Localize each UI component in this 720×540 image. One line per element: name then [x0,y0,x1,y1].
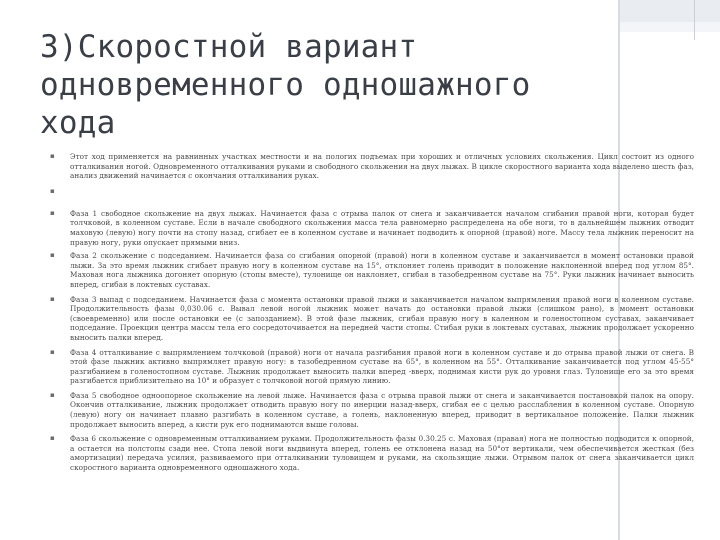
bullet-marker-icon: ▪ [50,208,55,217]
slide-title-line-2: одновременного одношажного [40,67,531,103]
bullet-intro [48,152,694,181]
slide-title-line-1: 3)Скоростной вариант [40,29,418,65]
bullet-marker-icon: ▪ [50,434,55,443]
bullet-text: Фаза 2 скольжение с подседанием. Начинается фаза со сгибания опорной (правой) ноги в коленном суставе и заканчивается в момент остановки правой лыжи. За это время лыжник сгибает правую ногу в коленном суставе на 15°, отклоняет голень приводит в положение наклоненной вперед под углом 85°. Маховая нога лыжника догоняет опорную (стопы вместе), тулонище он наклоняет, сгибая в тазобедренном суставе на 75°. Руки лыжник начинает выносить вперед, сгибая в локтевых суставах. [70,251,694,289]
bullet-text: Фаза 1 свободное скольжение на двух лыжах. Начинается фаза с отрыва палок от снега и заканчивается началом сгибания правой ноги, которая будет толчковой, в коленном суставе. Если в начале свободного скольжения масса тела равномерно распределена на обе ноги, то в дальнейшем лыжник отводит маховую (левую) ногу почти на стопу назад, сгибает ее в коленном суставе и начинает подводить к опорной (правой) ноге. Массу тела лыжник переносит на правую ногу, руки опускает прямыми вниз. [70,208,694,247]
bullet-marker-icon: ▪ [50,152,55,160]
decoration-line-right [694,0,695,40]
bullet-phase-1 [48,209,694,247]
slide-title-line-3: хода [40,105,116,141]
bullet-text: Фаза 5 свободное одноопорное скольжение на левой лыже. Начинается фаза с отрыва правой лыжи от снега и заканчивается постановкой палок на опору. Окончив отталкивание, лыжник продолжает отводить правую ногу по инерции назад-вверх, сгибая ее с целью расслабления в коленном суставе. Опорную (левую) ногу он начинает плавно разгибать в коленном суставе, а голень, наклоненную вперед, приводит в вертикальное положение. Палки лыжник продолжает выносить вперед, а кисти рук его поднимаются выше головы. [70,390,694,429]
bullet-text: Фаза 3 выпад с подседанием. Начинается фаза с момента остановки правой лыжи и заканчивается началом выпрямления правой ноги в коленном суставе. Продолжительность фазы 0,030.06 с. Вывал левой ногой лыжник может начать до остановки правой лыжи (слишком рано), в момент остановки (своевременно) или после остановки ее (с запозданием). В этой фазе лыжник, сгибая правую ногу в каленном и голеностопном суставах, заканчивает подседание. Проекция центра массы тела его сосредоточивается на передней части стопы. Стибая руки в локтевых суставах, лыжник продолжает ускоренно выносить палки вперед. [70,294,694,342]
bullet-phase-4 [48,348,694,386]
bullet-phase-6 [48,434,694,472]
bullet-marker-icon: ▪ [50,390,55,399]
slide-title [40,28,640,142]
bullet-marker-icon: ▪ [50,186,55,195]
bullet-list [48,152,694,473]
bullet-text: Этот ход применяется на равнинных участках местности и на пологих подъемах при хороших и отличных условиях скольжения. Цикл состоит из одного отталкивания ногой. Одновременного отталкивания руками и свободного скольжения на двух лыжах. В цикле скоростного варианта хода выделено шесть фаз, анализ движений начинается с окончания отталкивания руках. [70,152,694,181]
header-decoration-band [618,0,720,22]
bullet-phase-2 [48,251,694,289]
bullet-phase-3 [48,295,694,343]
bullet-empty [48,187,694,197]
bullet-text: Фаза 4 отталкивание с выпрямлением толчковой (правой) ноги от начала разгибания правой ноги в коленном суставе и до отрыва правой лыжи от снега. В этой фазе лыжник активно выпрямляет правую ногу: в тазобедренном суставе на 65°, в коленном на 55°. Отталкивание заканчивается под углом 45-55° разгибанием в голеностопном суставе. Лыжник продолжает выносить палки вперед -вверх, поднимая кисти рук до уровня глаз. Тулонище его за это время разгибается приблизительно на 10° и образует с толчковой ногой прямую линию. [70,347,694,386]
bullet-text: Фаза 6 скольжение с одновременным отталкиванием руками. Продолжительность фазы 0.30.25 с. Маховая (правая) нога не полностью подводится к опорной, а остается на полстопы сзади нее. Стопа левой ноги выдвинута вперед, голень ее отклонена назад на 50°от вертикали, чем обеспечивается жесткая (без амортизации) передача усилия, развиваемого при отталкивании туловищем и руками, на скользящие лыжи. Отрывом палок от снега заканчивается цикл скоростного варианта одновременного одношажного хода. [70,434,694,473]
bullet-marker-icon: ▪ [50,347,55,356]
bullet-phase-5 [48,391,694,429]
bullet-marker-icon: ▪ [50,294,55,303]
bullet-marker-icon: ▪ [50,251,55,260]
